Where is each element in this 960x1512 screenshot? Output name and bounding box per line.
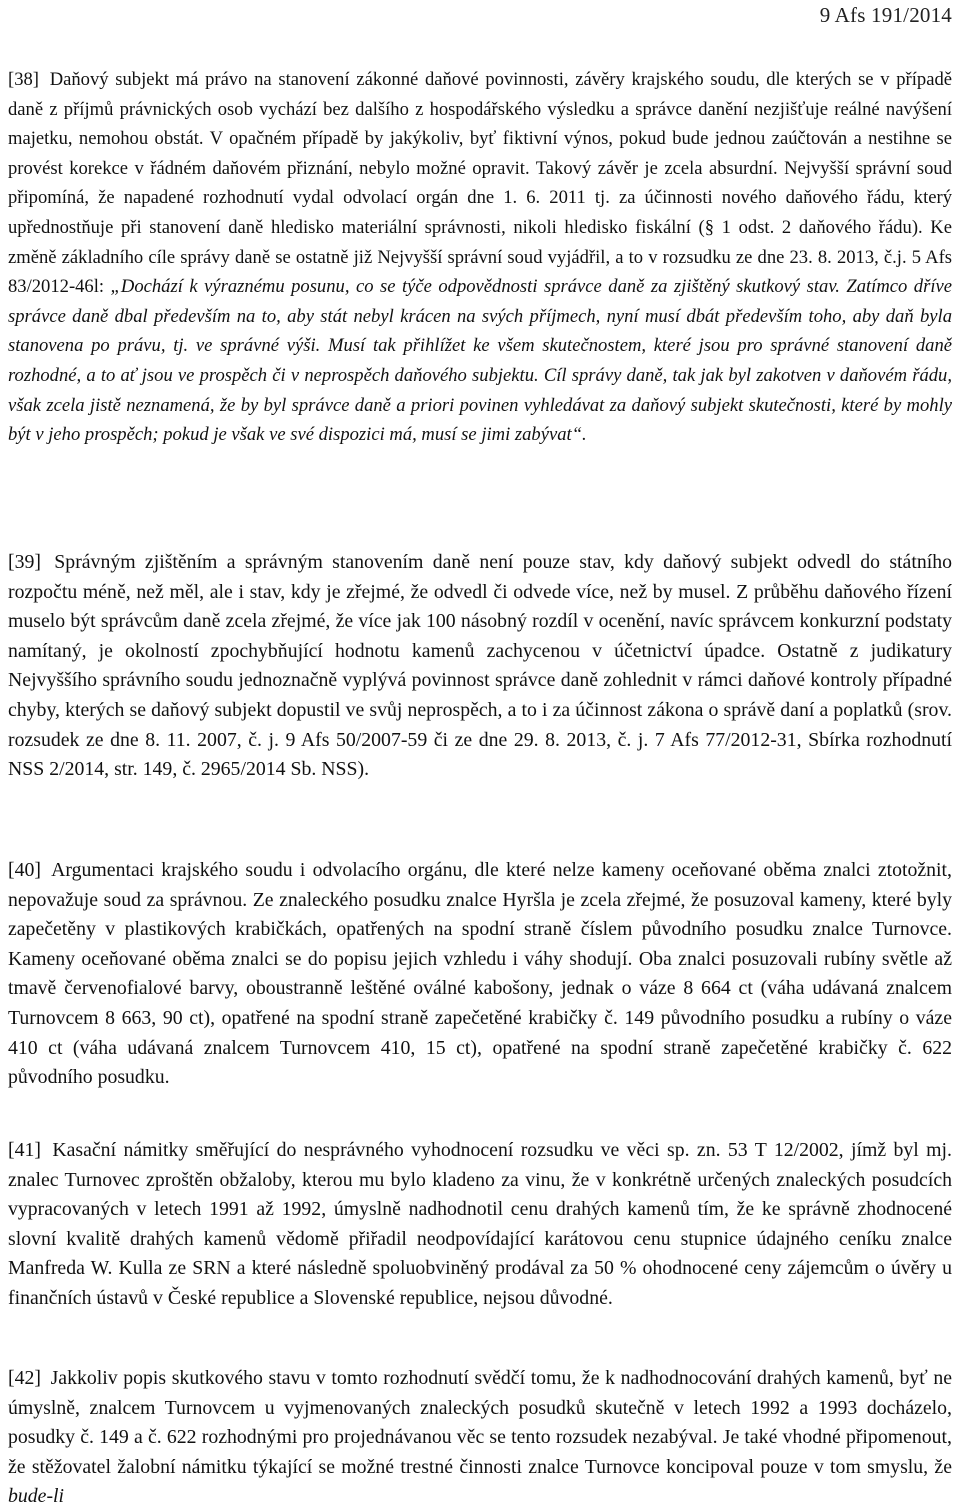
paragraph-text: Argumentaci krajského soudu i odvolacího orgánu, dle které nelze kameny oceňované oběma znalci ztotožnit, nepovažuje soud za správnou. Ze znaleckého posudku znalce Hyršla je zcela zřejmé, že posuzoval kameny, které byly zapečetěny v plastikových krabičkách, opatřených na spodní straně číslem původního posudku znalce Turnovce. Kameny oceňované oběma znalci se do popisu jejich vzhledu i váhy shodují. Oba znalci posuzovali rubíny světle až tmavě červenofialové barvy, oboustranně leštěné oválné kabošony, jednak o váze 8 664 ct (váha udávaná znalcem Turnovcem 8 663, 90 ct), opatřené na spodní straně zapečetěné krabičky č. 149 původního posudku a rubíny o váze 410 ct (váha udávaná znalcem Turnovcem 410, 15 ct), opatřené na spodní straně zapečetěné krabičky č. 622 původního posudku. [8, 859, 952, 1089]
paragraph-40 [8, 856, 952, 1093]
paragraph-text: Správným zjištěním a správným stanovením daně není pouze stav, kdy daňový subjekt odvedl do státního rozpočtu méně, než měl, ale i stav, kdy je zřejmé, že odvedl či odvede více, než by musel. Z průběhu daňového řízení muselo být správcům daně zcela zřejmé, že více jak 100 násobný rozdíl v ocenění, navíc správcem konkurzní podstaty namítaný, je okolností zpochybňující hodnotu kamenů zachycenou v účetnictví úpadce. Ostatně z judikatury Nejvyššího správního soudu jednoznačně vyplývá povinnost správce daně zohlednit v rámci daňové kontroly případné chyby, kterých se daňový subjekt dopustil ve svůj neprospěch, a to i za účinnost zákona o správě daní a poplatků (srov. rozsudek ze dne 8. 11. 2007, č. j. 9 Afs 50/2007-59 či ze dne 29. 8. 2013, č. j. 7 Afs 77/2012-31, Sbírka rozhodnutí NSS 2/2014, str. 149, č. 2965/2014 Sb. NSS). [8, 551, 952, 781]
court-quote: „Dochází k výraznému posunu, co se týče odpovědnosti správce daně za zjištěný skutkový stav. Zatímco dříve správce daně dbal především na to, aby stát nebyl krácen na svých příjmech, nyní musí dbát především toho, aby daň byla stanovena po právu, tj. ve správné výši. Musí tak přihlížet ke všem skutečnostem, které jsou pro správné stanovení daně rozhodné, a to ať jsou ve prospěch či v neprospěch daňového subjektu. Cíl správy daně, tak jak byl zakotven v daňovém řádu, však zcela jistě neznamená, že by byl správce daně a priori povinen vyhledávat za daňový subjekt skutečnosti, které by mohly být v jeho prospěch; pokud je však ve své dispozici má, musí se jimi zabývat“. [8, 276, 952, 446]
paragraph-41 [8, 1136, 952, 1314]
paragraph-text: Kasační námitky směřující do nesprávného vyhodnocení rozsudku ve věci sp. zn. 53 T 12/2002, jímž byl mj. znalec Turnovec zproštěn obžaloby, kterou mu bylo kladeno za vinu, že v konkrétně určených znaleckých posudcích vypracovaných v letech 1991 až 1992, úmyslně nadhodnotil cenu drahých kamenů tím, že ke správně zhodnocené slovní kvalitě drahých kamenů vědomě přiřadil neodpovídající karátovou cenu stupnice údajného ceníku znalce Manfreda W. Kulla ze SRN a které následně spoluobviněný prodával za 50 % ohodnocené ceny zájemcům o úvěry u finančních ústavů v České republice a Slovenské republice, nejsou důvodné. [8, 1139, 953, 1309]
paragraph-text: Daňový subjekt má právo na stanovení zákonné daňové povinnosti, závěry krajského soudu, dle kterých se v případě daně z příjmů právnických osob vychází bez dalšího z hospodářského výsledku a správce danění nezjišťuje reálné navýšení majetku, nemohou obstát. V opačném případě by jakýkoliv, byť fiktivní výnos, pokud bude jednou zaúčtován a nestihne se provést korekce v řádném daňovém přiznání, nebylo možné opravit. Takový závěr je zcela absurdní. Nejvyšší správní soud připomíná, že napadené rozhodnutí vydal odvolací orgán dne 1. 6. 2011 tj. za účinnosti nového daňového řádu, který upřednostňuje při stanovení daně hledisko materiální správnosti, nikoli hledisko fiskální (§ 1 odst. 2 daňového řádu). Ke změně základního cíle správy daně se ostatně již Nejvyšší správní soud vyjádřil, a to v rozsudku ze dne 23. 8. 2013, č.j. 5 Afs 83/2012-46l: [8, 69, 952, 298]
paragraph-number: [38] [8, 69, 39, 90]
paragraph-tail: bude-li [8, 1485, 65, 1508]
paragraph-39 [8, 548, 952, 785]
case-number-header: 9 Afs 191/2014 [819, 3, 952, 27]
paragraph-number: [41] [8, 1139, 41, 1161]
paragraph-38 [8, 65, 952, 450]
paragraph-text: Jakkoliv popis skutkového stavu v tomto rozhodnutí svědčí tomu, že k nadhodnocování drahých kamenů, byť ne úmyslně, znalcem Turnovcem u vyjmenovaných znaleckých posudků skutečně v letech 1992 a 1993 docházelo, posudky č. 149 a č. 622 rozhodnými pro projednávanou věc se tento rozsudek nezabýval. Je také vhodné připomenout, že stěžovatel žalobní námitku týkající se možné trestné činnosti znalce Turnovce koncipoval pouze v tom smyslu, že [8, 1367, 952, 1478]
paragraph-number: [42] [8, 1367, 41, 1389]
paragraph-number: [40] [8, 859, 41, 881]
paragraph-42 [8, 1364, 952, 1512]
paragraph-number: [39] [8, 551, 41, 573]
